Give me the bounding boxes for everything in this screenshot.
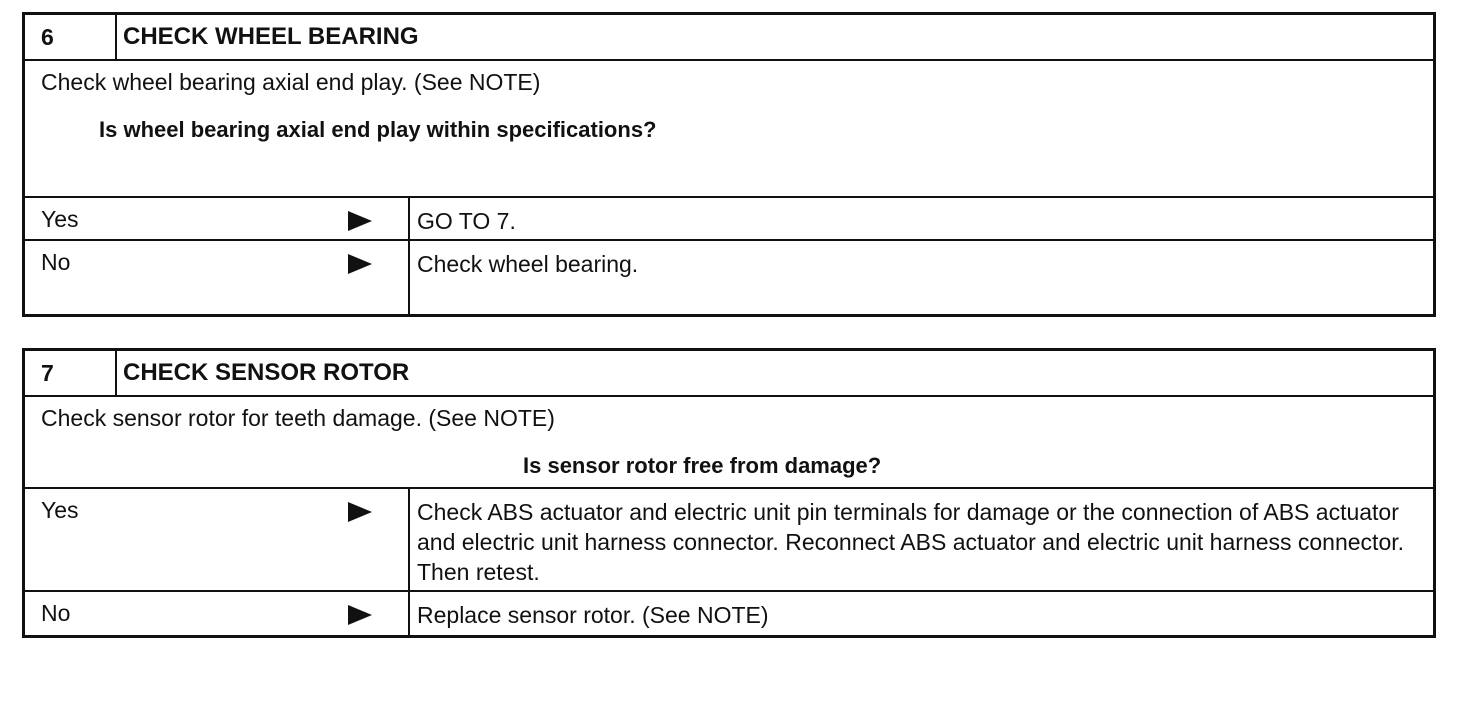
step-6-description: Check wheel bearing axial end play. (See NOTE) [41,69,541,95]
right-triangle-arrow-icon [348,502,372,522]
step-6-header [25,15,1433,59]
step-6-no-label: No [41,249,71,275]
step-7-box [22,348,1436,638]
step-7-title: CHECK SENSOR ROTOR [123,359,410,386]
step-6-number: 6 [25,15,117,59]
step-7-header [25,351,1433,395]
step-6-answer-no [25,239,1433,314]
step-7-yes-action: Check ABS actuator and electric unit pin terminals for damage or the connection of ABS actuator and electric unit harness connector. Reconnect ABS actuator and electric unit harness connector. Then retest. [417,499,1405,585]
step-7-no-label: No [41,600,71,626]
right-triangle-arrow-icon [348,211,372,231]
right-triangle-arrow-icon [348,254,372,274]
step-7-question: Is sensor rotor free from damage? [523,453,882,478]
step-7-no-action: Replace sensor rotor. (See NOTE) [417,602,769,628]
right-triangle-arrow-icon [348,605,372,625]
answer-divider [408,241,410,314]
step-6-yes-label: Yes [41,206,79,232]
answer-divider [408,592,410,635]
step-7-description: Check sensor rotor for teeth damage. (See NOTE) [41,405,555,431]
step-7-body [25,395,1433,487]
step-6-question: Is wheel bearing axial end play within specifications? [99,117,657,142]
step-6-box [22,12,1436,317]
step-6-no-action: Check wheel bearing. [417,251,639,277]
step-6-title: CHECK WHEEL BEARING [123,23,419,50]
step-6-yes-action: GO TO 7. [417,208,516,234]
step-7-answer-no [25,590,1433,635]
step-7-answer-yes [25,487,1433,590]
answer-divider [408,489,410,590]
answer-divider [408,198,410,239]
step-7-yes-label: Yes [41,497,79,523]
step-6-body [25,59,1433,196]
step-6-answer-yes [25,196,1433,239]
step-7-number: 7 [25,351,117,395]
